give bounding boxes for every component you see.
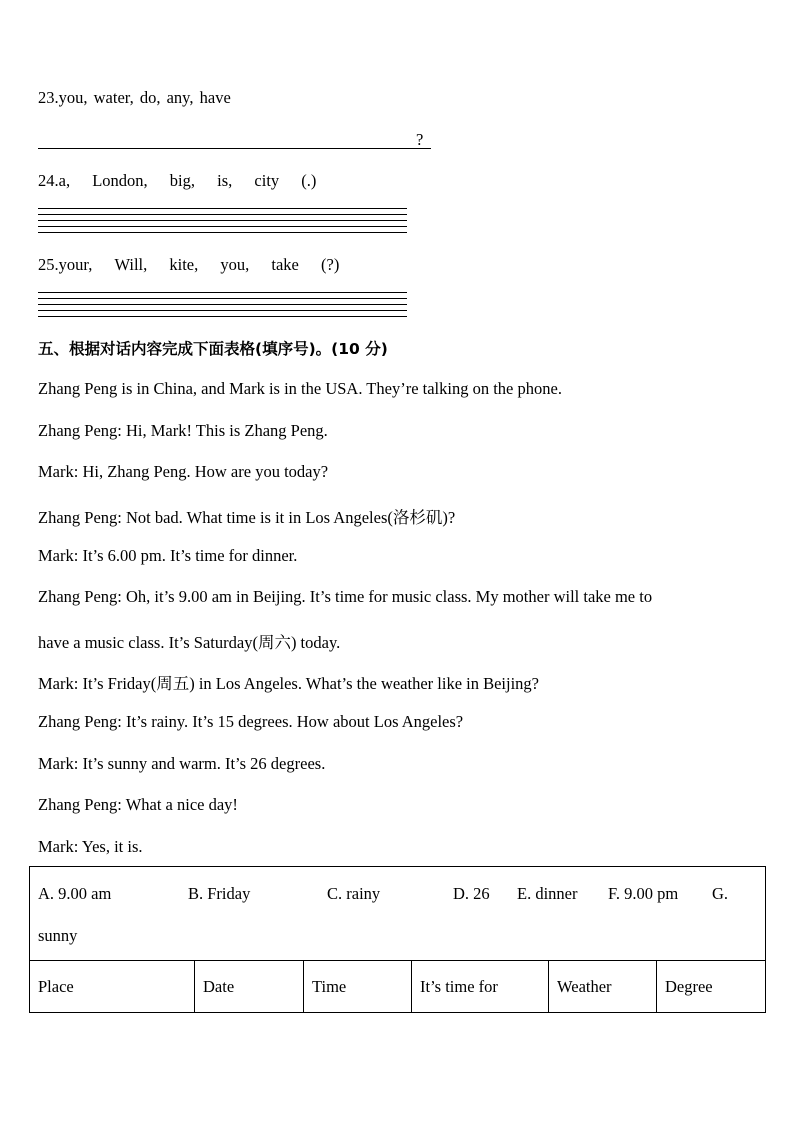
dialogue-line: Mark: It’s 6.00 pm. It’s time for dinner.: [38, 546, 298, 565]
word: have: [199, 88, 231, 107]
word: water,: [93, 88, 134, 107]
word: a,: [58, 171, 71, 190]
question-23: 23.you, water, do, any, have: [38, 88, 231, 107]
dialogue-line: have a music class. It’s Saturday(周六) today.: [38, 633, 341, 652]
answer-lines-25[interactable]: [38, 292, 407, 322]
word: big,: [169, 171, 196, 190]
word: Will,: [114, 255, 148, 274]
word: you,: [220, 255, 250, 274]
header-weather: Weather: [549, 961, 657, 1013]
dialogue-line: Zhang Peng: Not bad. What time is it in Los Angeles(洛杉矶)?: [38, 508, 456, 527]
header-date: Date: [195, 961, 304, 1013]
option-c: C. rainy: [327, 884, 381, 903]
question-number: 23: [38, 88, 55, 107]
question-number: 25: [38, 255, 55, 274]
dialogue-line: Mark: It’s Friday(周五) in Los Angeles. What’s the weather like in Beijing?: [38, 674, 540, 693]
header-time: Time: [304, 961, 412, 1013]
header-place: Place: [30, 961, 195, 1013]
header-degree: Degree: [657, 961, 766, 1013]
option-d: D. 26: [453, 884, 490, 903]
question-number: 24: [38, 171, 55, 190]
dialogue-line: Mark: Yes, it is.: [38, 837, 143, 856]
option-g: G.: [712, 884, 729, 903]
option-b: B. Friday: [188, 884, 251, 903]
question-mark: ?: [416, 130, 424, 149]
dialogue-line: Mark: It’s sunny and warm. It’s 26 degrees.: [38, 754, 326, 773]
dialogue-line: Zhang Peng: Hi, Mark! This is Zhang Peng.: [38, 421, 328, 440]
word: (.): [301, 171, 317, 190]
answer-lines-24[interactable]: [38, 208, 407, 238]
word: city: [254, 171, 280, 190]
dialogue-line: Zhang Peng: Oh, it’s 9.00 am in Beijing. It’s time for music class. My mother will take me to: [38, 587, 653, 606]
option-a: A. 9.00 am: [38, 884, 112, 903]
word: kite,: [169, 255, 199, 274]
word: take: [271, 255, 299, 274]
word: London,: [92, 171, 148, 190]
word: (?): [321, 255, 340, 274]
section-heading: 五、根据对话内容完成下面表格(填序号)。(10 分): [38, 340, 388, 358]
word: is,: [217, 171, 233, 190]
word: you,: [58, 88, 88, 107]
header-time-for: It’s time for: [412, 961, 549, 1013]
dialogue-line: Zhang Peng: What a nice day!: [38, 795, 238, 814]
word: any,: [166, 88, 194, 107]
dialogue-line: Zhang Peng: It’s rainy. It’s 15 degrees. How about Los Angeles?: [38, 712, 464, 731]
answer-line-23[interactable]: [38, 148, 431, 149]
dialogue-line: Mark: Hi, Zhang Peng. How are you today?: [38, 462, 329, 481]
options-row: [30, 867, 766, 961]
option-e: E. dinner: [517, 884, 578, 903]
answer-table: [29, 866, 766, 1013]
word: your,: [58, 255, 93, 274]
word: do,: [139, 88, 161, 107]
question-24: 24.a, London, big, is, city (.): [38, 171, 317, 190]
question-25: 25.your, Will, kite, you, take (?): [38, 255, 340, 274]
option-g-text: sunny: [38, 926, 78, 945]
option-f: F. 9.00 pm: [608, 884, 679, 903]
section-intro: Zhang Peng is in China, and Mark is in the USA. They’re talking on the phone.: [38, 379, 562, 398]
